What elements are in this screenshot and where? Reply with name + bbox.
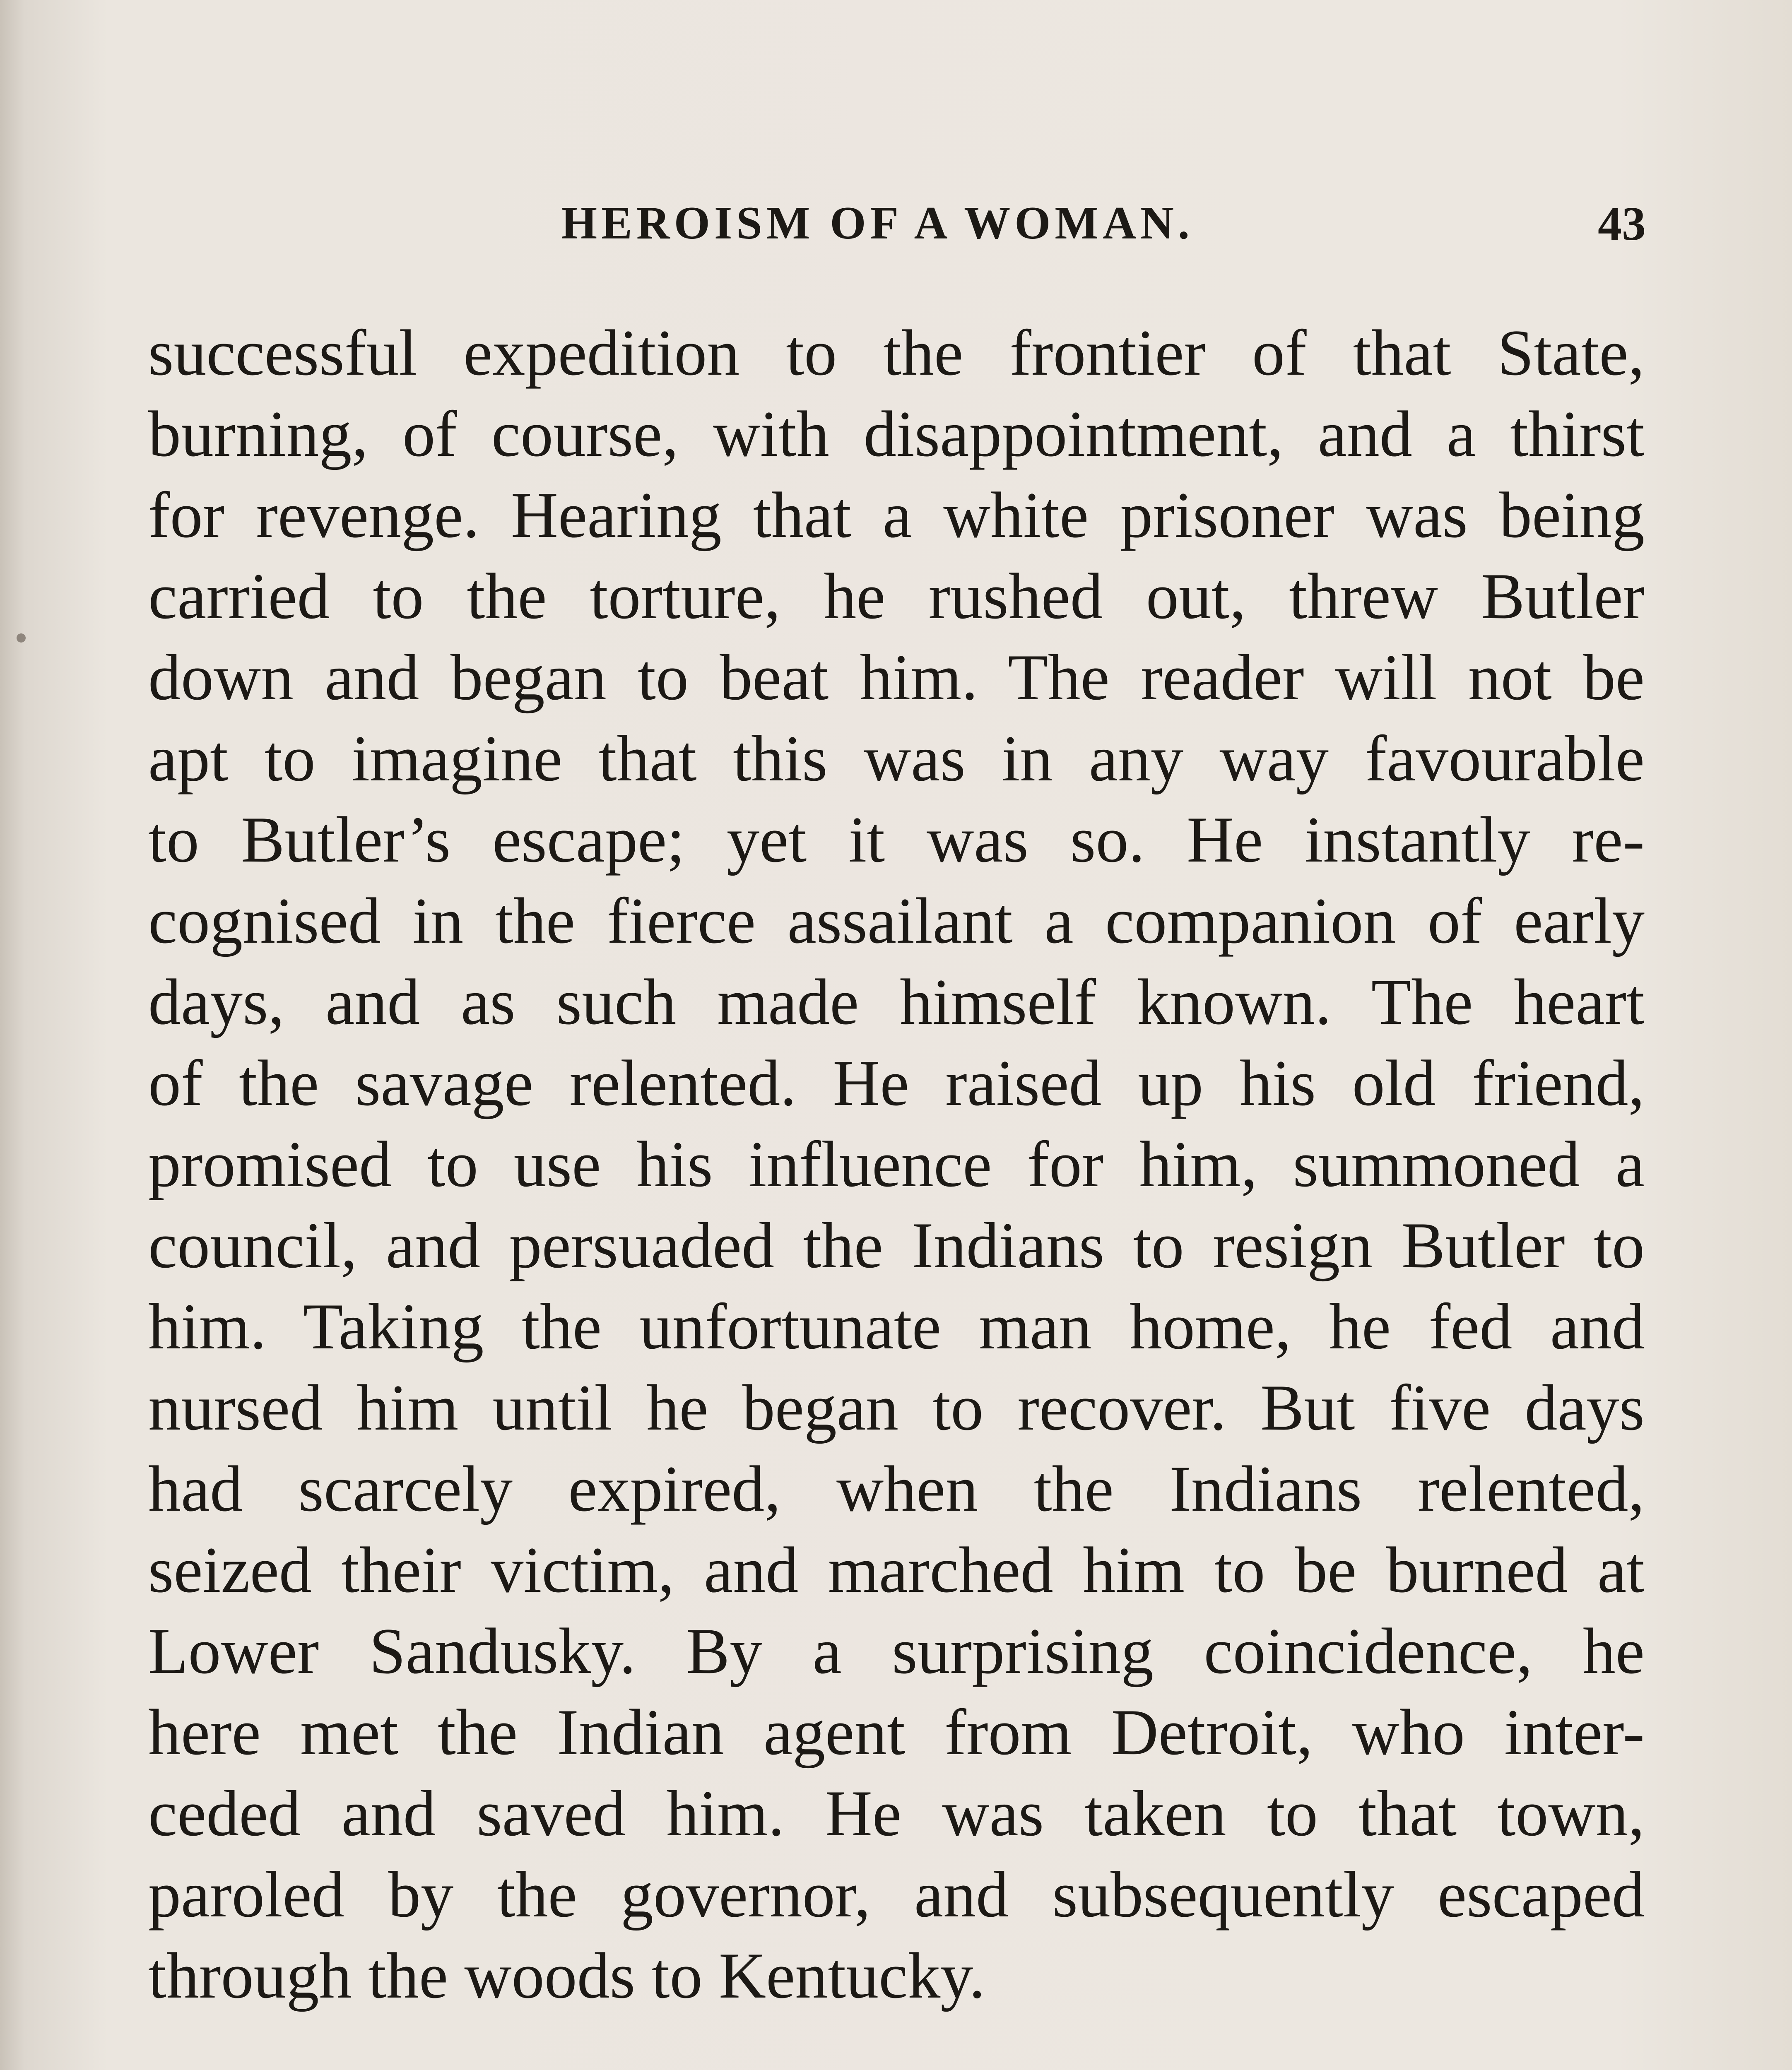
text-line: nursed him until he began to recover. But five days xyxy=(148,1372,1645,1444)
text-line: for revenge. Hearing that a white prisoner was being xyxy=(148,479,1645,551)
text-line: council, and persuaded the Indians to resign Butler to xyxy=(148,1209,1645,1282)
text-line: promised to use his influence for him, summoned a xyxy=(148,1128,1645,1201)
text-line: successful expedition to the frontier of that State, xyxy=(148,317,1645,389)
text-line: burning, of course, with disappointment, and a thirst xyxy=(148,398,1645,470)
running-title: HEROISM OF A WOMAN. xyxy=(561,197,1194,249)
text-line: down and began to beat him. The reader will not be xyxy=(148,641,1645,714)
text-line: days, and as such made himself known. The heart xyxy=(148,966,1645,1038)
text-line: him. Taking the unfortunate man home, he fed and xyxy=(148,1290,1645,1363)
text-line: of the savage relented. He raised up his old friend, xyxy=(148,1047,1645,1119)
text-line: ceded and saved him. He was taken to that town, xyxy=(148,1777,1645,1850)
running-head xyxy=(0,197,1792,255)
text-line: through the woods to Kentucky. xyxy=(148,1940,985,2012)
text-line: seized their victim, and marched him to be burned at xyxy=(148,1534,1645,1606)
text-line: paroled by the governor, and subsequently escaped xyxy=(148,1858,1645,1931)
text-line: to Butler’s escape; yet it was so. He instantly re- xyxy=(148,804,1645,876)
text-line: had scarcely expired, when the Indians relented, xyxy=(148,1453,1645,1525)
ink-speck xyxy=(17,633,26,643)
text-line: Lower Sandusky. By a surprising coincidence, he xyxy=(148,1615,1645,1687)
page-number: 43 xyxy=(1598,197,1646,250)
text-line: carried to the torture, he rushed out, threw Butler xyxy=(148,560,1645,633)
text-line: here met the Indian agent from Detroit, who inter- xyxy=(148,1696,1645,1769)
text-line: cognised in the fierce assailant a companion of early xyxy=(148,885,1645,957)
text-line: apt to imagine that this was in any way favourable xyxy=(148,722,1645,795)
body-text xyxy=(148,313,1645,2017)
